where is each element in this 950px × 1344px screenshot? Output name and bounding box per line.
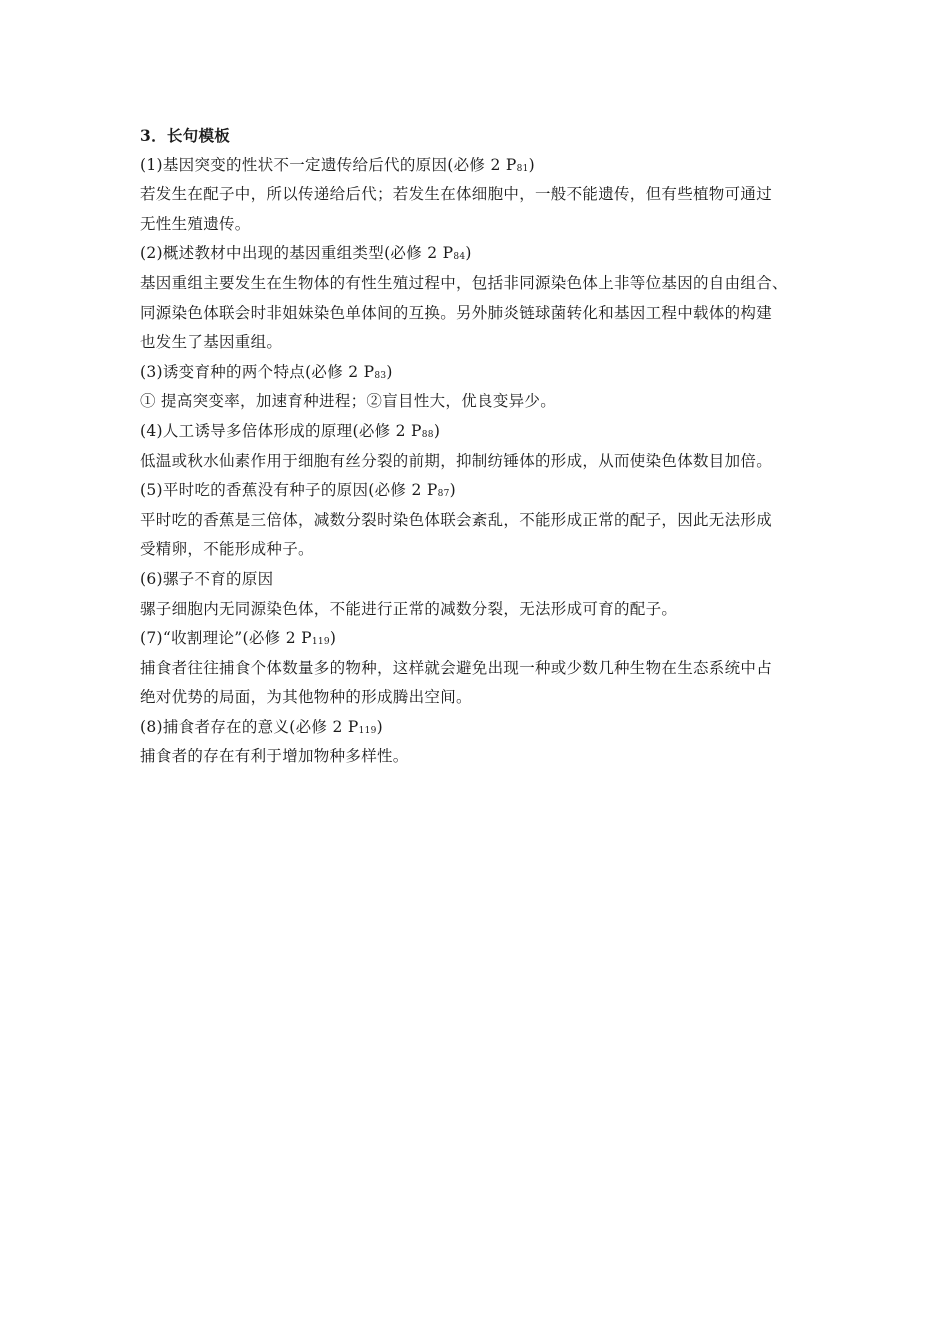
reference-prefix: (必修 2 P <box>305 362 375 381</box>
question-line <box>140 417 820 447</box>
answer-line: 平时吃的香蕉是三倍体，减数分裂时染色体联会紊乱，不能形成正常的配子，因此无法形成 <box>140 510 773 529</box>
answer-line: 若发生在配子中，所以传递给后代；若发生在体细胞中，一般不能遗传，但有些植物可通过 <box>140 185 773 204</box>
reference-prefix: (必修 2 P <box>242 629 312 648</box>
answer-line: 受精卵，不能形成种子。 <box>140 540 314 559</box>
question-text: (8)捕食者存在的意义 <box>140 717 290 736</box>
answer-line: 骡子细胞内无同源染色体，不能进行正常的减数分裂，无法形成可育的配子。 <box>140 599 678 618</box>
answer-line: 同源染色体联会时非姐妹染色单体间的互换。另外肺炎链球菌转化和基因工程中载体的构建 <box>140 303 773 322</box>
question-text: (1)基因突变的性状不一定遗传给后代的原因 <box>140 155 448 174</box>
reference-page-number: 88 <box>421 429 434 440</box>
question-text: (4)人工诱导多倍体形成的原理 <box>140 421 353 440</box>
reference-prefix: (必修 2 P <box>289 717 359 736</box>
reference-prefix: (必修 2 P <box>384 244 454 263</box>
reference-prefix: (必修 2 P <box>447 155 517 174</box>
reference-suffix: ) <box>386 362 393 381</box>
reference-suffix: ) <box>329 629 337 648</box>
question-line <box>140 624 820 654</box>
reference-prefix: (必修 2 P <box>368 481 438 500</box>
question-line <box>140 713 820 743</box>
reference-page-number: 83 <box>374 370 387 381</box>
qa-list <box>140 151 820 772</box>
reference-page-number: 87 <box>437 489 450 500</box>
answer-line: ① 提高突变率，加速育种进程；②盲目性大，优良变异少。 <box>140 392 557 411</box>
reference-page-number: 84 <box>453 252 466 263</box>
question-text: (5)平时吃的香蕉没有种子的原因 <box>140 481 369 500</box>
answer-line: 也发生了基因重组。 <box>140 333 283 352</box>
question-text: (2)概述教材中出现的基因重组类型 <box>140 244 385 263</box>
reference-page-number: 81 <box>516 163 529 174</box>
reference-prefix: (必修 2 P <box>352 421 422 440</box>
reference-suffix: ) <box>528 155 535 174</box>
answer-line: 无性生殖遗传。 <box>140 214 251 233</box>
reference-suffix: ) <box>376 717 384 736</box>
reference-page-number: 119 <box>311 637 330 648</box>
question-line <box>140 239 820 269</box>
question-line <box>140 151 820 181</box>
reference-suffix: ) <box>433 421 441 440</box>
answer-line: 低温或秋水仙素作用于细胞有丝分裂的前期，抑制纺锤体的形成，从而使染色体数目加倍。 <box>140 451 773 470</box>
answer-line: 捕食者往往捕食个体数量多的物种，这样就会避免出现一种或少数几种生物在生态系统中占 <box>140 658 773 677</box>
reference-suffix: ) <box>465 244 472 263</box>
reference-suffix: ) <box>449 481 456 500</box>
answer-line: 绝对优势的局面，为其他物种的形成腾出空间。 <box>140 688 472 707</box>
question-line <box>140 358 820 388</box>
question-text: (6)骡子不育的原因 <box>140 569 274 588</box>
question-text: (7)“收割理论” <box>140 629 243 648</box>
answer-line: 基因重组主要发生在生物体的有性生殖过程中，包括非同源染色体上非等位基因的自由组合、 <box>140 273 788 292</box>
document-page <box>140 121 820 772</box>
question-text: (3)诱变育种的两个特点 <box>140 362 306 381</box>
reference-page-number: 119 <box>358 725 377 736</box>
question-line <box>140 565 820 595</box>
question-line <box>140 476 820 506</box>
answer-line: 捕食者的存在有利于增加物种多样性。 <box>140 747 409 766</box>
section-title: 3．长句模板 <box>140 126 231 145</box>
